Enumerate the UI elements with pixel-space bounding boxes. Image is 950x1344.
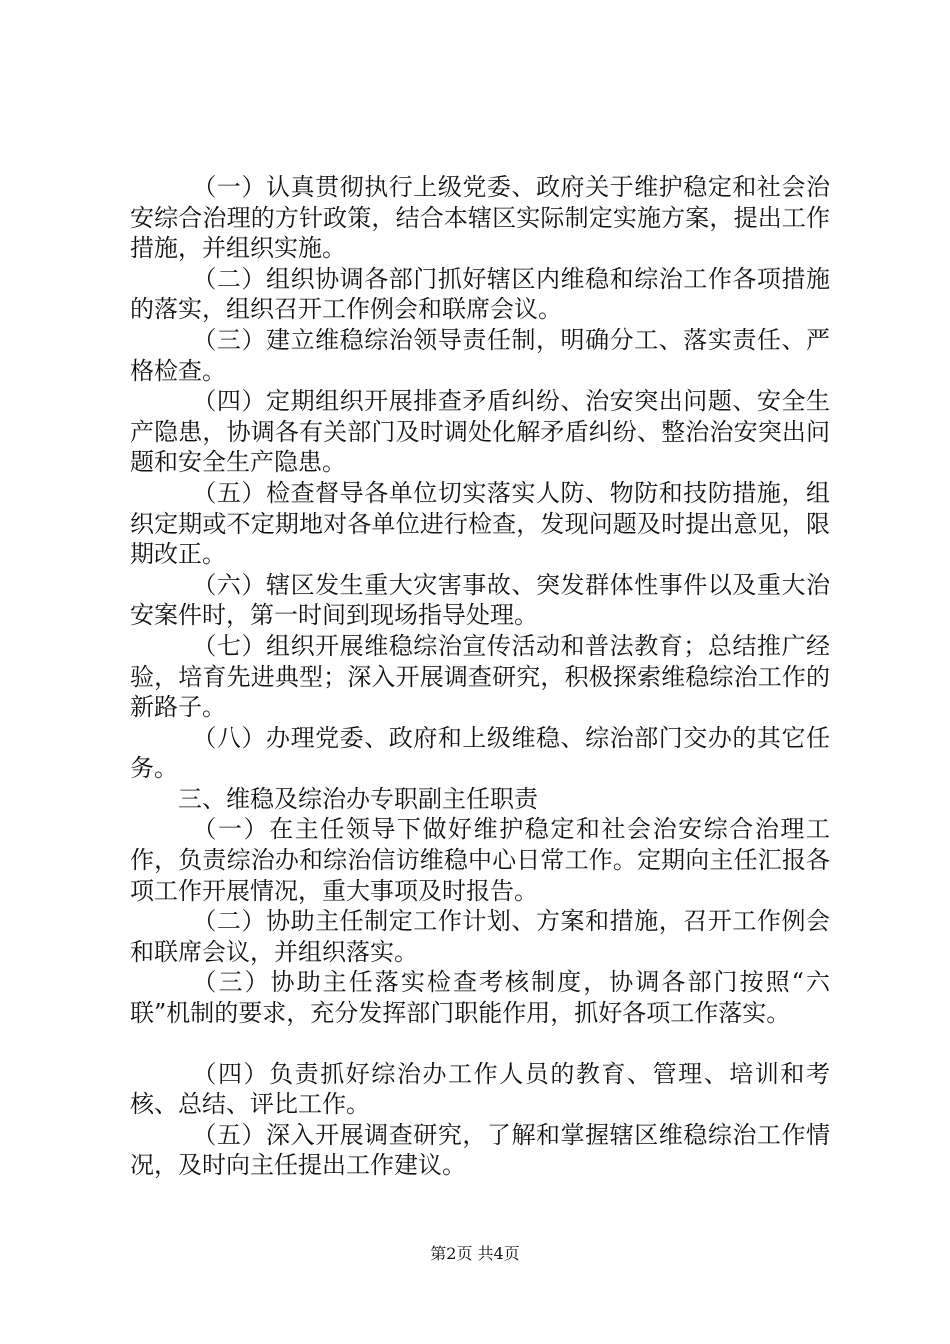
page-number: 第2页 共4页 [430, 1244, 520, 1263]
paragraph-deputy-duty-3: （三）协助主任落实检查考核制度，协调各部门按照“六联”机制的要求，充分发挥部门职能作用，抓好各项工作落实。 [130, 968, 830, 1028]
paragraph-deputy-duty-4: （四）负责抓好综治办工作人员的教育、管理、培训和考核、总结、评比工作。 [130, 1059, 830, 1119]
paragraph-duty-4: （四）定期组织开展排查矛盾纠纷、治安突出问题、安全生产隐患，协调各有关部门及时调处化解矛盾纠纷、整治治安突出问题和安全生产隐患。 [130, 387, 830, 477]
paragraph-deputy-duty-1: （一）在主任领导下做好维护稳定和社会治安综合治理工作，负责综治办和综治信访维稳中心日常工作。定期向主任汇报各项工作开展情况，重大事项及时报告。 [130, 815, 830, 905]
paragraph-duty-8: （八）办理党委、政府和上级维稳、综治部门交办的其它任务。 [130, 723, 830, 783]
paragraph-duty-7: （七）组织开展维稳综治宣传活动和普法教育；总结推广经验，培育先进典型；深入开展调查研究，积极探索维稳综治工作的新路子。 [130, 631, 830, 722]
paragraph-deputy-duty-5: （五）深入开展调查研究，了解和掌握辖区维稳综治工作情况，及时向主任提出工作建议。 [130, 1120, 830, 1180]
paragraph-duty-6: （六）辖区发生重大灾害事故、突发群体性事件以及重大治安案件时，第一时间到现场指导处理。 [130, 570, 830, 630]
paragraph-duty-3: （三）建立维稳综治领导责任制，明确分工、落实责任、严格检查。 [130, 325, 830, 385]
section-heading: 三、维稳及综治办专职副主任职责 [178, 784, 538, 813]
paragraph-duty-2: （二）组织协调各部门抓好辖区内维稳和综治工作各项措施的落实，组织召开工作例会和联席会议。 [130, 264, 830, 324]
paragraph-duty-5: （五）检查督导各单位切实落实人防、物防和技防措施，组织定期或不定期地对各单位进行检查，发现问题及时提出意见，限期改正。 [130, 478, 830, 569]
paragraph-deputy-duty-2: （二）协助主任制定工作计划、方案和措施，召开工作例会和联席会议，并组织落实。 [130, 907, 830, 966]
document-body [130, 172, 830, 1181]
paragraph-duty-1: （一）认真贯彻执行上级党委、政府关于维护稳定和社会治安综合治理的方针政策，结合本辖区实际制定实施方案，提出工作措施，并组织实施。 [130, 173, 830, 263]
